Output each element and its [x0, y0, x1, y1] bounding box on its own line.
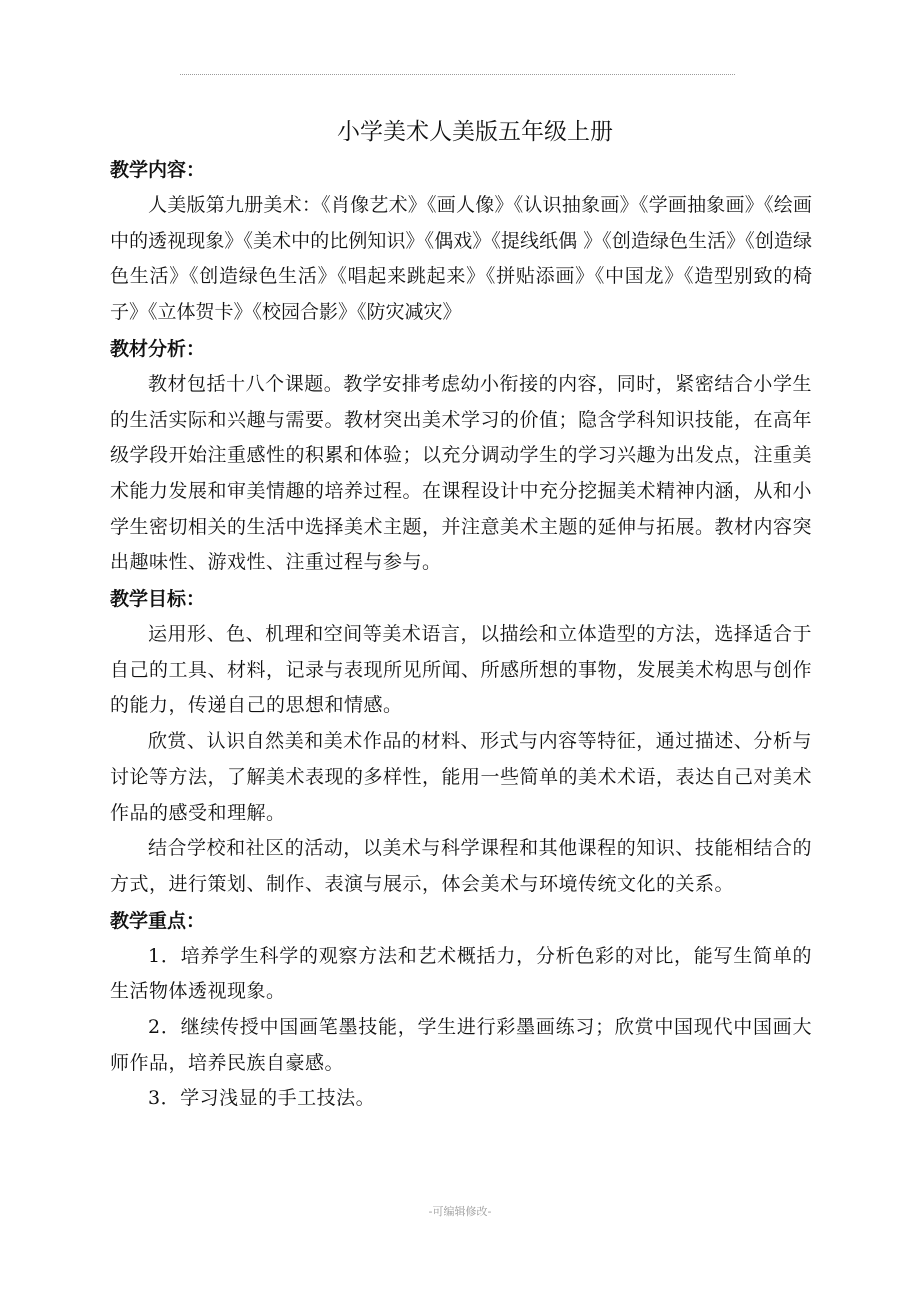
section-heading: 教学重点： [110, 909, 206, 932]
section-heading: 教材分析： [110, 337, 206, 360]
section-teaching-focus [110, 903, 812, 1118]
section-heading: 教学目标： [110, 588, 206, 611]
document-page [110, 112, 812, 1117]
section-teaching-goals [110, 581, 812, 903]
page-footer: -可编辑修改- [428, 1205, 492, 1218]
paragraph: 教材包括十八个课题。教学安排考虑幼小衔接的内容，同时，紧密结合小学生的生活实际和兴趣与需要。教材突出美术学习的价值；隐含学科知识技能，在高年级学段开始注重感性的积累和体验；以充分调动学生的学习兴趣为出发点，注重美术能力发展和审美情趣的培养过程。在课程设计中充分挖掘美术精神内涵，从和小学生密切相关的生活中选择美术主题，并注意美术主题的延伸与拓展。教材内容突出趣味性、游戏性、注重过程与参与。 [110, 372, 813, 574]
paragraph: 1．培养学生科学的观察方法和艺术概括力，分析色彩的对比，能写生简单的生活物体透视现象。 [110, 944, 812, 1003]
header-rule [180, 74, 735, 75]
paragraph: 运用形、色、机理和空间等美术语言，以描绘和立体造型的方法，选择适合于自己的工具、材料，记录与表现所见所闻、所感所想的事物，发展美术构思与创作的能力，传递自己的思想和情感。 [110, 623, 813, 717]
paragraph: 3．学习浅显的手工技法。 [148, 1087, 376, 1110]
paragraph: 结合学校和社区的活动，以美术与科学课程和其他课程的知识、技能相结合的方式，进行策划、制作、表演与展示，体会美术与环境传统文化的关系。 [110, 837, 812, 895]
paragraph: 欣赏、认识自然美和美术作品的材料、形式与内容等特征，通过描述、分析与讨论等方法，了解美术表现的多样性，能用一些简单的美术术语，表达自己对美术作品的感受和理解。 [110, 730, 813, 824]
section-heading: 教学内容： [110, 159, 206, 181]
paragraph: 人美版第九册美术：《肖像艺术》《画人像》《认识抽象画》《学画抽象画》《绘画中的透视现象》《美术中的比例知识》《偶戏》《提线纸偶 》《创造绿色生活》《创造绿色生活》《创造绿色生活》《唱起来跳起来》《拼贴添画》《中国龙》《造型别致的椅子》《立体贺卡》《校园合影》《防灾减灾》 [110, 194, 812, 324]
section-material-analysis [110, 331, 812, 581]
document-title: 小学美术人美版五年级上册 [337, 119, 613, 145]
paragraph: 2．继续传授中国画笔墨技能，学生进行彩墨画练习；欣赏中国现代中国画大师作品，培养民族自豪感。 [110, 1016, 812, 1074]
section-teaching-content [110, 152, 812, 331]
